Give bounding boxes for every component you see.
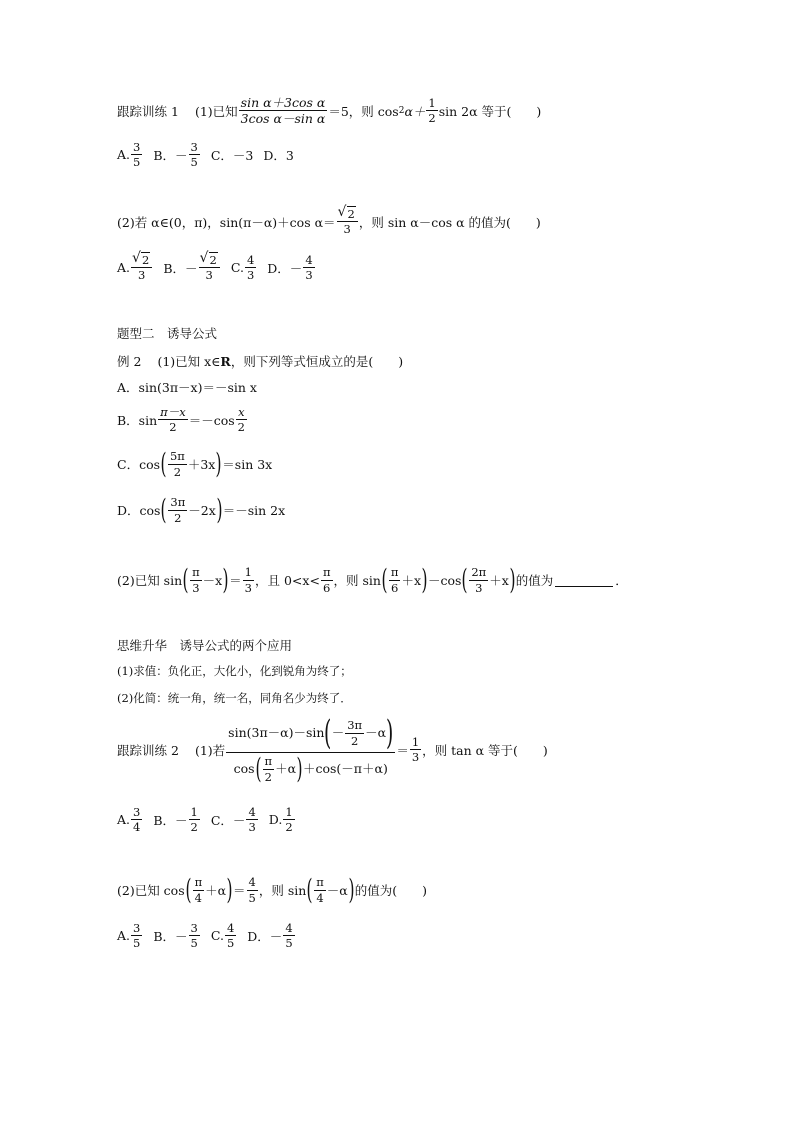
example2-q1: 例 2 (1)已知 x∈ R ，则下列等式恒成立的是( ) — [117, 353, 404, 369]
tracking1-q1: 跟踪训练 1 (1)已知 sin α＋3cos α 3cos α－sin α ＝5，则 cos 2 α＋ 1 2 sin 2α 等于( ) — [117, 95, 542, 127]
example2-q2: (2)已知 sin ( π 3 －x ) ＝ 1 3 ，且 0<x< π 6 ，则 sin ( π 6 ＋x ) －cos ( 2π 3 ＋x ) 的值为 ． — [117, 563, 628, 596]
tracking2-label: 跟踪训练 2 — [117, 742, 179, 758]
tracking2-q1: 跟踪训练 2 (1)若 sin(3π－α)－sin ( － 3π 2 －α ) cos ( π 2 ＋α ) ＋cos(－π＋α) ＝ 1 3 ，则 tan α 等于( ) — [117, 713, 548, 785]
example2-label: 例 2 — [117, 354, 142, 369]
tracking1-q1-options: A. 3 5 B．－ 3 5 C．－3 D．3 — [117, 140, 294, 170]
tracking2-q2-options: A. 3 5 B．－ 3 5 C. 4 5 D．－ 4 5 — [117, 921, 293, 951]
fraction: 1 2 — [428, 96, 436, 126]
big-fraction: sin(3π－α)－sin ( － 3π 2 －α ) cos ( π 2 ＋α ) ＋cos(－π＋α) — [228, 713, 394, 785]
thinking-title: 思维升华 诱导公式的两个应用 — [117, 638, 293, 653]
tracking1-label: 跟踪训练 1 — [117, 103, 179, 119]
tracking2-q2: (2)已知 cos ( π 4 ＋α ) ＝ 4 5 ，则 sin ( π 4 －α ) 的值为( ) — [117, 873, 427, 906]
tracking2-q1-options: A. 3 4 B．－ 1 2 C．－ 4 3 D. 1 2 — [117, 805, 293, 835]
fraction: sin α＋3cos α 3cos α－sin α — [240, 95, 326, 127]
example2-optB: B．sin π－x 2 ＝－cos x 2 — [117, 405, 245, 435]
fraction: √ 2 3 — [337, 208, 358, 235]
tracking1-q2-options: A. √ 2 3 B．－ √ 2 3 C. 4 3 D．－ 4 3 — [117, 254, 316, 281]
thinking-line1: (1)求值：负化正，大化小，化到锐角为终了； — [117, 664, 352, 678]
answer-blank — [555, 574, 613, 587]
section-title: 题型二 诱导公式 — [117, 326, 218, 341]
tracking1-q2: (2)若 α∈(0，π)，sin(π－α)＋cos α＝ √ 2 3 ，则 sin α－cos α 的值为( ) — [117, 208, 541, 235]
thinking-line2: (2)化简：统一角，统一名，同角名少为终了． — [117, 691, 352, 705]
example2-optA: A．sin(3π－x)＝－sin x — [117, 380, 257, 395]
example2-optC: C．cos ( 5π 2 ＋3x ) ＝sin 3x — [117, 447, 273, 480]
example2-optD: D．cos ( 3π 2 －2x ) ＝－sin 2x — [117, 493, 286, 526]
